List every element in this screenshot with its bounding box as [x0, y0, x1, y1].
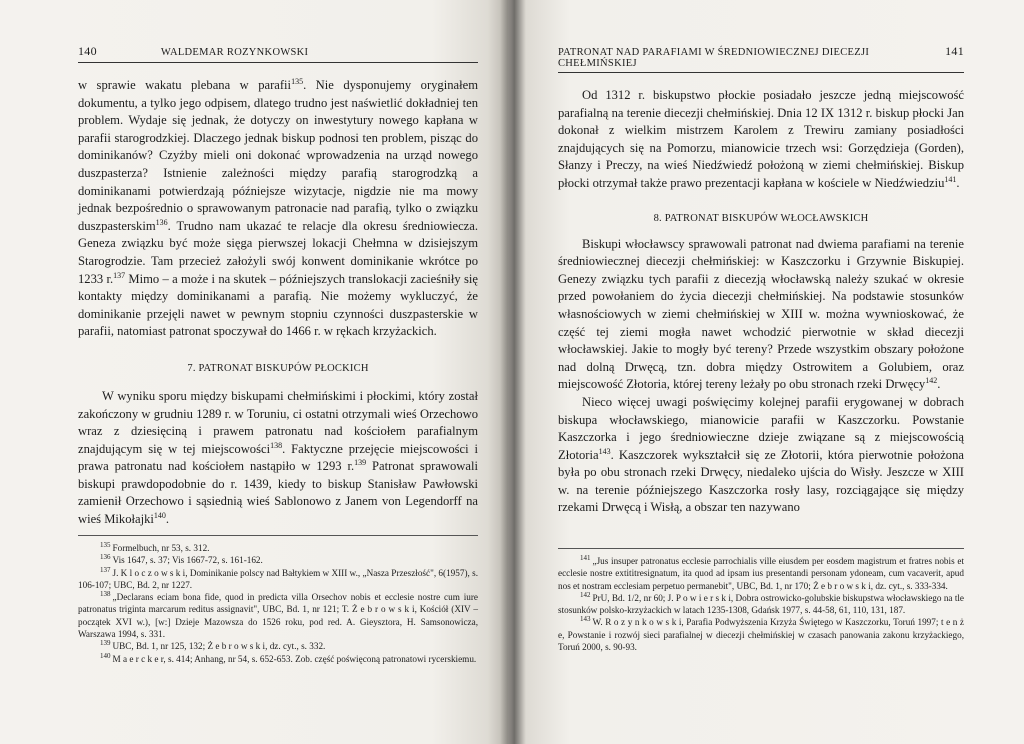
footnote [558, 616, 964, 653]
footnote [78, 567, 478, 592]
footnote [78, 554, 478, 566]
left-running-head-title: WALDEMAR ROZYNKOWSKI [160, 47, 309, 58]
footnote-text: Formelbuch, nr 53, s. 312. [112, 543, 210, 553]
footnote-text: Vis 1647, s. 37; Vis 1667-72, s. 161-162. [112, 555, 263, 566]
right-paragraph-3 [558, 394, 964, 517]
left-body-text [78, 77, 478, 529]
footnote-text: UBC, Bd. 1, nr 125, 132; Ż e b r o w s k i, dz. cyt., s. 332. [112, 641, 326, 652]
footnote-text: M a e r c k e r, s. 414; Anhang, nr 54, s. 652-653. Zob. część poświęconą patronatowi rycerskiemu. [112, 653, 477, 664]
right-footnotes [558, 548, 964, 653]
text-segment: . [165, 512, 170, 527]
right-paragraph-2 [558, 236, 964, 394]
footnote [558, 555, 964, 592]
footnote [78, 640, 478, 652]
footnote-text: J. K l o c z o w s k i, Dominikanie polscy nad Bałtykiem w XIII w., „Nasza Przeszłość", 6(1957), s. 106-107; UBC, Bd. 2, nr 1227. [78, 567, 478, 590]
footnote-text: „Jus insuper patronatus ecclesie parrochialis ville eiusdem per eosdem magistrum et fratres nobis et ecclesie nostre extititresignatum, ita quod ad ipsam ius presentandi personam ydoneam, cum vacaverit, apud nos et nostram ecclesiam perpetuo permanebit", UBC, Bd. 1, nr 170; Ż e b r o w s k i, dz. cyt., s. 333-334. [558, 556, 964, 591]
right-paragraph-1 [558, 87, 964, 193]
left-running-head [78, 44, 478, 63]
footnote [558, 592, 964, 617]
text-segment: w sprawie wakatu plebana w parafii [78, 78, 292, 92]
footnote-number: 135 [100, 540, 111, 549]
left-page [0, 0, 508, 744]
footnote-number: 140 [100, 651, 111, 660]
footnote-number: 136 [100, 553, 111, 562]
footnote-ref: 140 [153, 510, 166, 520]
right-body-text [558, 87, 964, 517]
left-page-number: 140 [78, 44, 97, 58]
footnote-number: 139 [100, 639, 111, 648]
text-segment: . [956, 175, 960, 190]
footnote [78, 653, 478, 665]
text-segment: Od 1312 r. biskupstwo płockie posiadało jeszcze jedną miejscowość parafialną na terenie diecezji chełmińskiej. Dnia 12 IX 1312 r. biskup płocki Jan dokonał z wielkim mistrzem Karolem z Trewiru zamiany posiadłości znajdujących się na Pomorzu, mianowicie trzech wsi: Gorzędzieja (Gorden), Słanzy i Preczy, na wieś Niedźwiedź położoną w ziemi chełmińskiej. Biskup płocki otrzymał także prawo prezentacji kapłana w kościele w Niedźwiedziu [558, 88, 964, 190]
footnote-ref: 142 [925, 376, 938, 386]
footnote-ref: 136 [155, 217, 168, 227]
text-segment: Patronat sprawowali biskupi prawdopodobnie do r. 1439, kiedy to biskup Stanisław Pawłowski zamienił Orzechowo i sąsiednią wieś Sablonowo z Janem von Legendorff na wieś Mikołajki [78, 459, 478, 527]
right-page-number: 141 [945, 44, 964, 58]
text-segment: . Nie dysponujemy oryginałem dokumentu, a tylko jego odpisem, dlatego trudno jest naświetlić dokładniej ten problem. Wydaje się jednak, że dotyczy on inwestytury nowego kapłana w parafii starogrodzkiej. Dlaczego jednak biskup podnosi ten problem, pisząc do dominikanów? Czyżby mieli oni dokonać wprowadzenia na urząd nowego duszpasterza? Istnienie zależności między parafią starogrodzką a dominikanami potwierdzają późniejsze wizytacje, nigdzie nie ma mowy jednak bezpośrednio o sprawowanym patronacie nad parafią, tylko o związku duszpasterskim [78, 78, 479, 233]
text-segment: Biskupi włocławscy sprawowali patronat nad dwiema parafiami na terenie średniowiecznej diecezji chełmińskiej: w Kaszczorku i Grzywnie Biskupiej. Genezy związku tych parafii z diecezją włocławską należy szukać w okresie przed powołaniem do życia diecezji chełmińskiej. Na podstawie stosunków własnościowych w ziemi chełmińskiej w XIII w. można wywnioskować, że część tej ziemi mogła nawet wchodzić pierwotnie w skład diecezji włocławskiej. Jakie to mogły być tereny? Przede wszystkim obszary położone nad dolną Drwęcą, tzn. dobra między Ostrowitem a Golubiem, oraz miejscowość Złotoria, której tereny leżały po obu stronach rzeki Drwęcy [558, 236, 964, 392]
footnote-number: 138 [100, 590, 111, 599]
left-paragraph-2 [78, 388, 478, 529]
footnote-ref: 139 [354, 458, 367, 468]
footnote [78, 542, 478, 554]
text-segment: Mimo – a może i na skutek – późniejszych translokacji zacieśniły się kontakty między dominikanami a parafią. Nie możemy wykluczyć, że dominikanie przejęli nawet w pewnym stopniu czynności duszpasterskie w parafii, natomiast patronat spoczywał do 1466 r. w rękach krzyżackich. [78, 271, 479, 339]
right-running-head [558, 44, 964, 73]
footnote-number: 143 [580, 615, 591, 624]
footnote-ref: 143 [598, 446, 611, 456]
text-segment: . Faktyczne przejęcie miejscowości i prawa patronatu nad kościołem nastąpiło w 1293 r. [78, 441, 478, 474]
right-running-head-title: PATRONAT NAD PARAFIAMI W ŚREDNIOWIECZNEJ DIECEZJI CHEŁMIŃSKIEJ [558, 47, 870, 69]
section-title-7: 7. PATRONAT BISKUPÓW PŁOCKICH [187, 362, 369, 374]
section-title-8: 8. PATRONAT BISKUPÓW WŁOCŁAWSKICH [653, 212, 869, 224]
footnote-text: „Declarans eciam bona fide, quod in predicta villa Orsechov nobis et ecclesie nostre cum iure patronatus triginta marcarum reditus assignavit", UBC, Bd. 1, nr 121; T. Ż e b r o w s k i, Kościół (XIV – początek XVI w.), [w:] Dzieje Mazowsza do 1526 roku, pod red. A. Gieysztora, H. Samsonowicza, Warszawa 1994, s. 331. [78, 592, 478, 640]
left-footnotes [78, 535, 478, 665]
text-segment: W wyniku sporu między biskupami chełmińskimi i płockimi, który został zakończony w grudniu 1289 r. w Toruniu, ci ostatni otrzymali wieś Orzechowo wraz z dziesięciną i prawem patronatu nad kościołem parafialnym znajdującym się w tej miejscowości [78, 388, 478, 456]
footnote-text: PrU, Bd. 1/2, nr 60; J. P o w i e r s k i, Dobra ostrowicko-golubskie biskupstwa włocławskiego na tle stosunków polsko-krzyżackich w latach 1235-1308, Gdańsk 1977, s. 44-58, 61, 110, 131, 187. [558, 592, 964, 616]
footnote-ref: 137 [113, 270, 126, 280]
footnote-number: 142 [580, 590, 591, 599]
footnote [78, 591, 478, 640]
footnote-ref: 141 [944, 174, 957, 184]
footnote-ref: 138 [270, 440, 283, 450]
footnote-ref: 135 [291, 76, 304, 86]
text-segment: . [937, 377, 941, 392]
right-page [508, 0, 1024, 744]
footnote-number: 141 [580, 553, 591, 562]
text-segment: Nieco więcej uwagi poświęcimy kolejnej parafii erygowanej w dobrach biskupa włocławskiego, mianowicie parafii w Kaszczorku. Powstanie Kaszczorka i jego średniowieczne dzieje związane są z miejscowością Złotoria [558, 394, 964, 462]
footnote-text: W. R o z y n k o w s k i, Parafia Podwyższenia Krzyża Świętego w Kaszczorku, Toruń 1997; t e n ż e, Powstanie i rozwój sieci parafialnej w diecezji chełmińskiej w czasach panowania zakonu krzyżackiego, Toruń 2000, s. 90-93. [558, 617, 964, 653]
text-segment: . Kaszczorek wykształcił się ze Złotorii, która pierwotnie położona była po obu stronach rzeki Drwęcy, niedaleko ujścia do Wisły. Jeszcze w XIII w. na terenie późniejszego Kaszczorka rosły lasy, rozciągające się między rzekami Drwęcą i Wisłą, a obszar ten nazywano [558, 447, 964, 515]
left-paragraph-1 [78, 77, 478, 341]
footnote-number: 137 [100, 565, 111, 574]
text-segment: . Trudno nam ukazać te relacje dla okresu średniowiecza. Geneza związku być może sięga pierwszej lokacji Chełmna w dzisiejszym Starogrodzie. Tam przecież założyli swój konwent dominikanie wkrótce po 1233 r. [78, 218, 478, 286]
